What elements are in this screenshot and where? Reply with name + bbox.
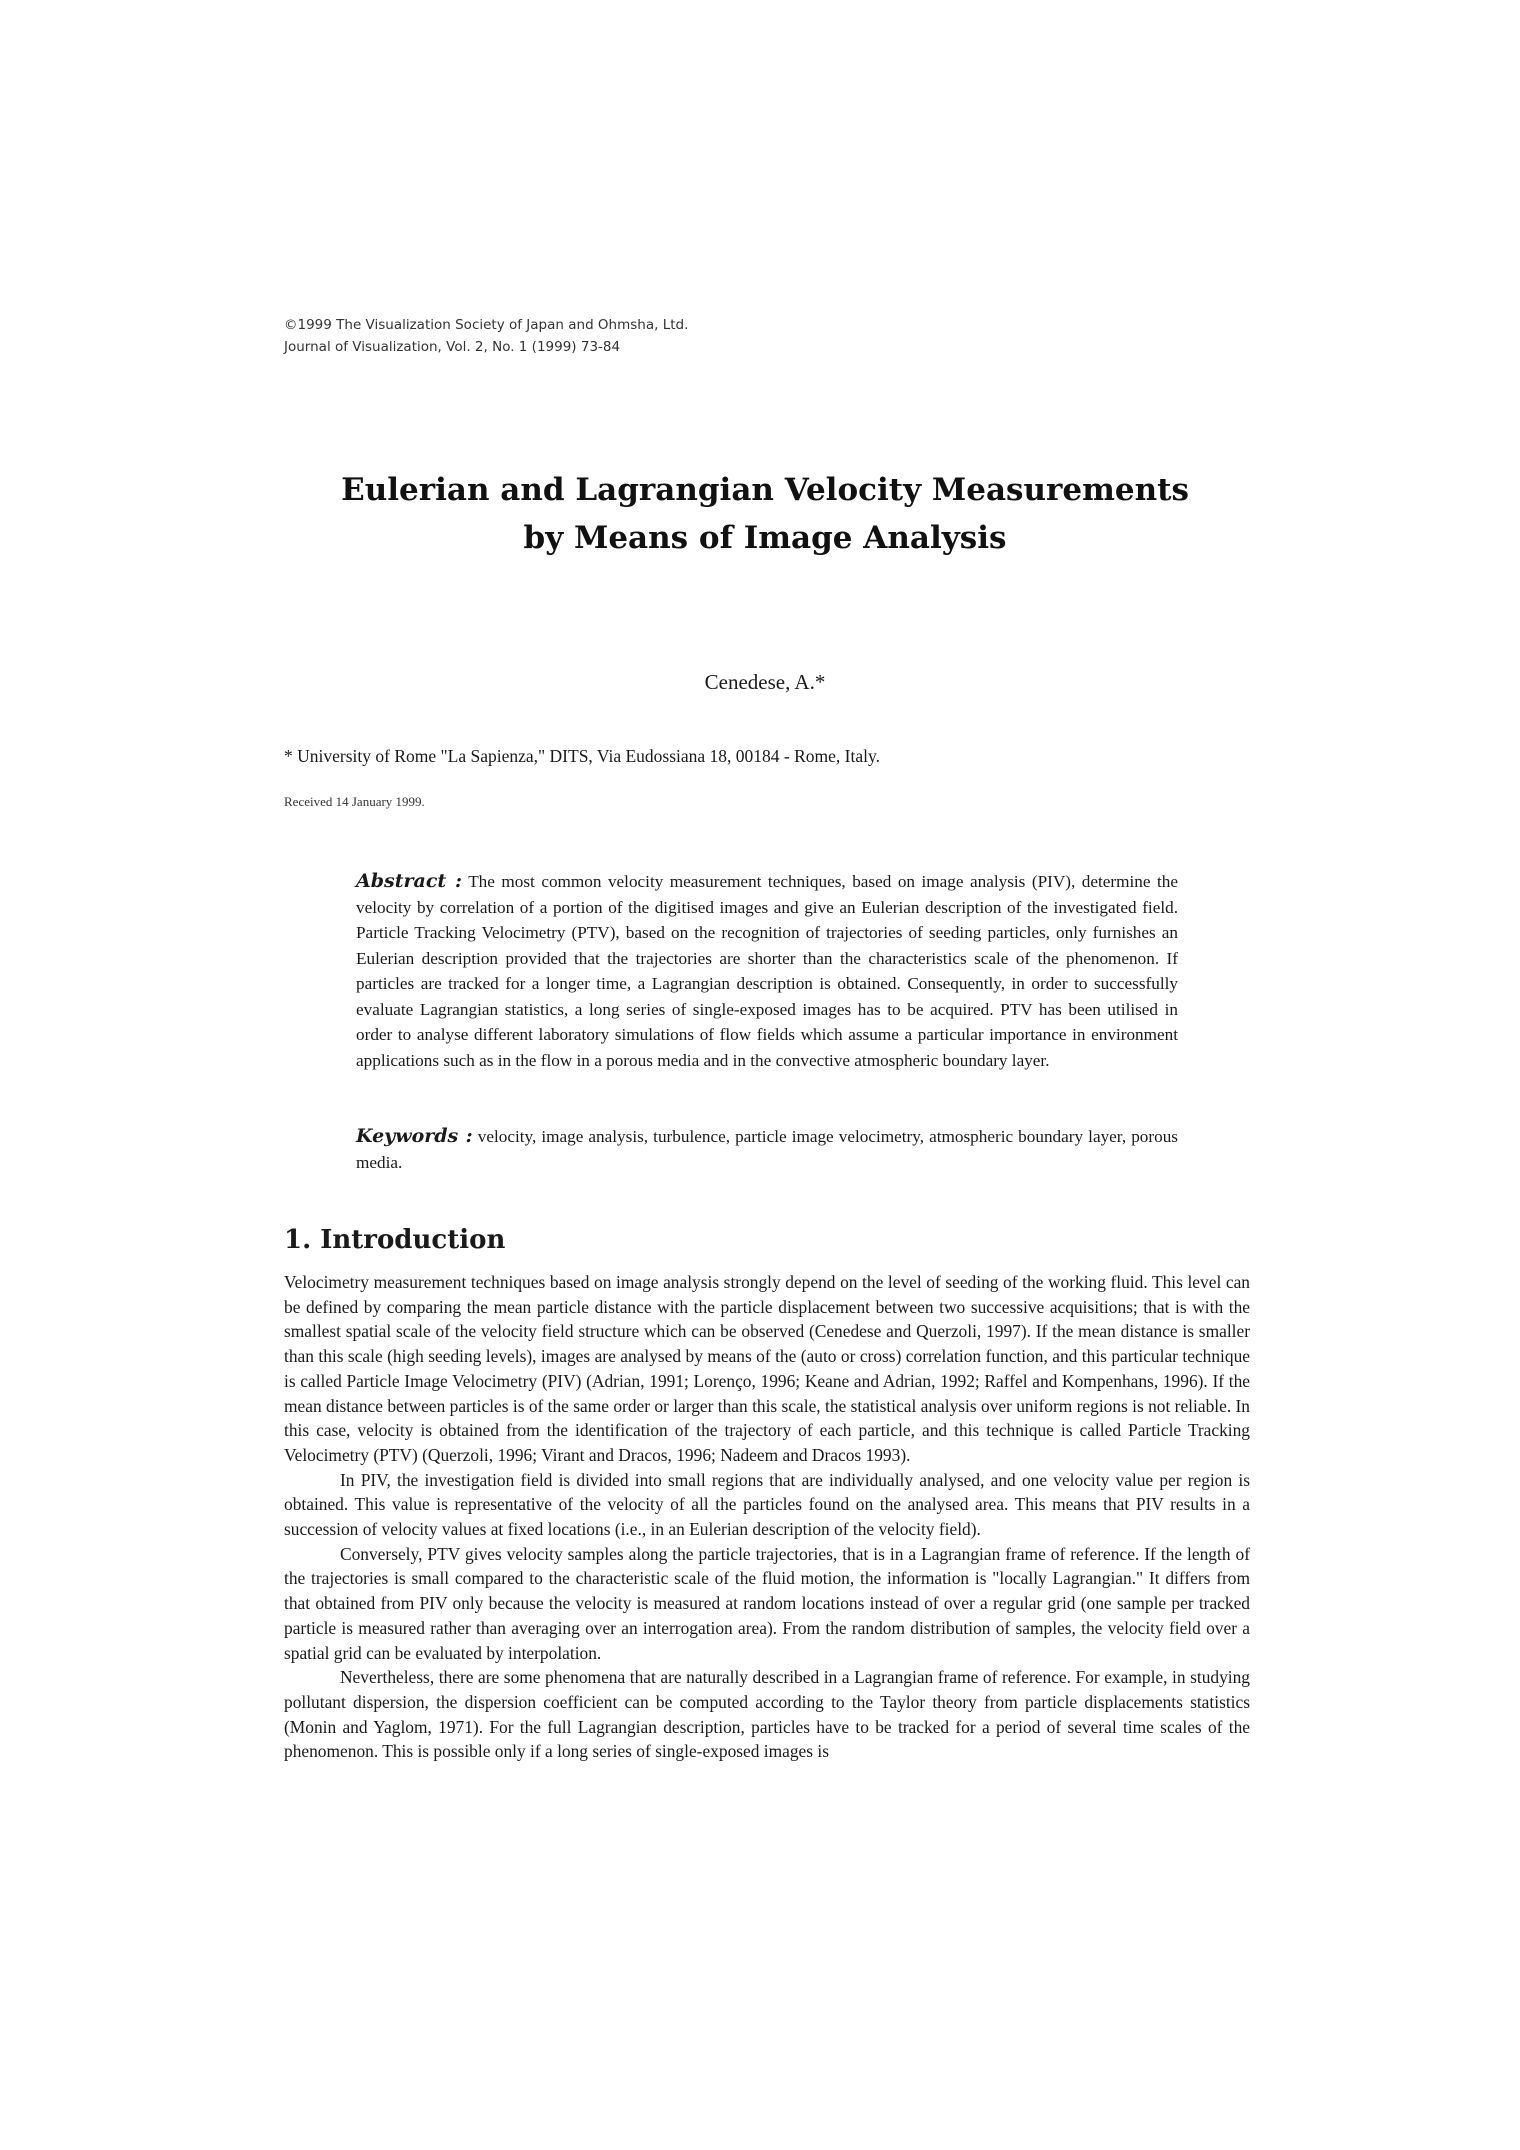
author-name: Cenedese, A.* [704,670,826,694]
keywords-text: velocity, image analysis, turbulence, particle image velocimetry, atmospheric boundary layer, porous media. [356,1127,1178,1172]
paper-title [284,466,1246,562]
journal-citation: Journal of Visualization, Vol. 2, No. 1 (1999) 73-84 [284,339,621,355]
copyright-line: ©1999 The Visualization Society of Japan and Ohmsha, Ltd. [284,317,689,333]
received-date: Received 14 January 1999. [284,794,425,809]
intro-paragraph: Conversely, PTV gives velocity samples along the particle trajectories, that is in a Lagrangian frame of reference. If the length of the trajectories is small compared to the characteristic scale of the fluid motion, the information is "locally Lagrangian." It differs from that obtained from PIV only because the velocity is measured at random locations instead of over a regular grid (one sample per tracked particle is measured rather than averaging over an interrogation area). From the random distribution of samples, the velocity field over a spatial grid can be evaluated by interpolation. [284,1543,1250,1663]
keywords-label: Keywords : [356,1125,473,1147]
title-line-2: by Means of Image Analysis [523,520,1007,556]
introduction-body [284,1270,1250,1764]
keywords [356,1124,1178,1175]
author-affiliation: * University of Rome "La Sapienza," DITS, Via Eudossiana 18, 00184 - Rome, Italy. [284,746,880,766]
intro-paragraph: Nevertheless, there are some phenomena that are naturally described in a Lagrangian frame of reference. For example, in studying pollutant dispersion, the dispersion coefficient can be computed according to the Taylor theory from particle displacements statistics (Monin and Yaglom, 1971). For the full Lagrangian description, particles have to be tracked for a period of several time scales of the phenomenon. This is possible only if a long series of single-exposed images is [284,1667,1250,1762]
title-line-1: Eulerian and Lagrangian Velocity Measurements [341,472,1189,508]
journal-header [284,314,688,358]
intro-paragraph: In PIV, the investigation field is divided into small regions that are individually analysed, and one velocity value per region is obtained. This value is representative of the velocity of all the particles found on the analysed area. This means that PIV results in a succession of velocity values at fixed locations (i.e., in an Eulerian description of the velocity field). [284,1469,1250,1540]
abstract-label: Abstract : [356,870,462,892]
section-heading-introduction: 1. Introduction [284,1225,506,1255]
abstract [356,869,1178,1073]
intro-paragraph: Velocimetry measurement techniques based on image analysis strongly depend on the level of seeding of the working fluid. This level can be defined by comparing the mean particle distance with the particle displacement between two successive acquisitions; that is with the smallest spatial scale of the velocity field structure which can be observed (Cenedese and Querzoli, 1997). If the mean distance is smaller than this scale (high seeding levels), images are analysed by means of the (auto or cross) correlation function, and this particular technique is called Particle Image Velocimetry (PIV) (Adrian, 1991; Lorenço, 1996; Keane and Adrian, 1992; Raffel and Kompenhans, 1996). If the mean distance between particles is of the same order or larger than this scale, the statistical analysis over uniform regions is not reliable. In this case, velocity is obtained from the identification of the trajectory of each particle, and this technique is called Particle Tracking Velocimetry (PTV) (Querzoli, 1996; Virant and Dracos, 1996; Nadeem and Dracos 1993). [284,1272,1250,1465]
abstract-text: The most common velocity measurement techniques, based on image analysis (PIV), determine the velocity by correlation of a portion of the digitised images and give an Eulerian description of the investigated field. Particle Tracking Velocimetry (PTV), based on the recognition of trajectories of seeding particles, only furnishes an Eulerian description provided that the trajectories are shorter than the characteristics scale of the phenomenon. If particles are tracked for a longer time, a Lagrangian description is obtained. Consequently, in order to successfully evaluate Lagrangian statistics, a long series of single-exposed images has to be acquired. PTV has been utilised in order to analyse different laboratory simulations of flow fields which assume a particular importance in environment applications such as in the flow in a porous media and in the convective atmospheric boundary layer. [356,872,1178,1070]
